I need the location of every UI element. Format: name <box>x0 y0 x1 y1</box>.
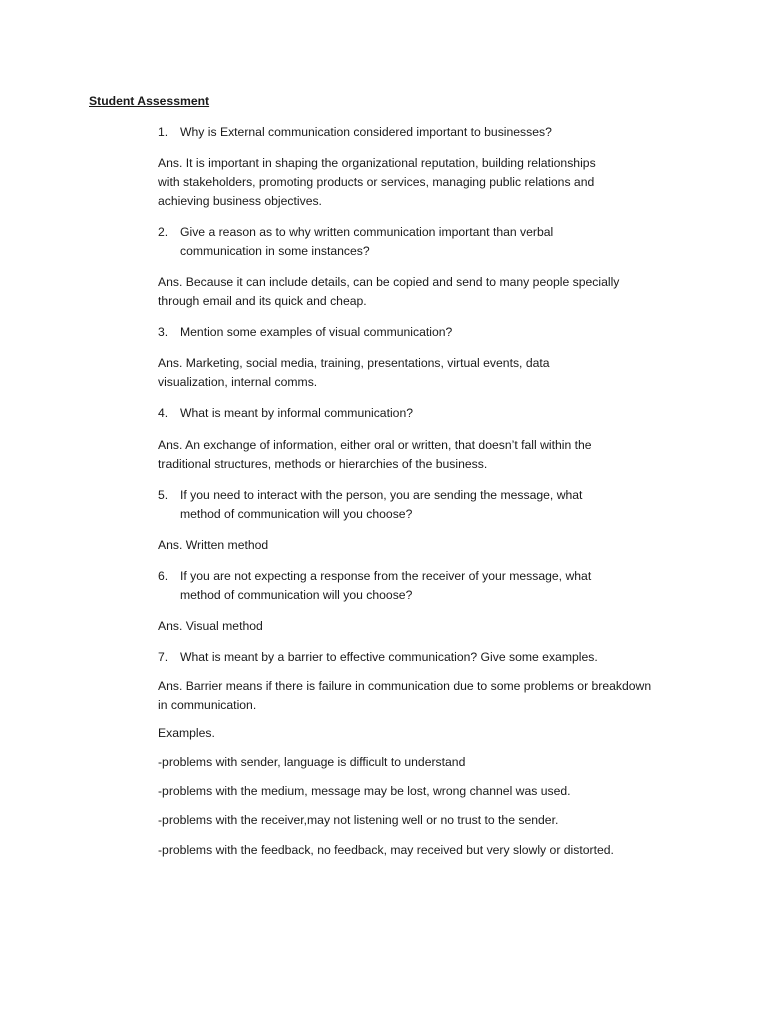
example-item: -problems with the medium, message may be lost, wrong channel was used. <box>158 784 571 798</box>
answer-line: through email and its quick and cheap. <box>158 294 367 308</box>
question-7 <box>158 648 688 667</box>
example-item: -problems with the receiver,may not listening well or no trust to the sender. <box>158 813 559 827</box>
answer-line: Ans. Barrier means if there is failure in communication due to some problems or breakdown <box>158 679 652 693</box>
answer-line: with stakeholders, promoting products or services, managing public relations and <box>158 175 595 189</box>
question-text: Mention some examples of visual communication? <box>180 325 453 339</box>
answer-line: Ans. Visual method <box>158 619 263 633</box>
question-1 <box>158 123 688 142</box>
answer-line: achieving business objectives. <box>158 194 322 208</box>
question-number: 5. <box>158 488 169 502</box>
question-6 <box>158 567 688 605</box>
answer-4 <box>158 436 688 474</box>
question-2 <box>158 223 688 261</box>
answer-5 <box>158 536 688 555</box>
answer-line: Ans. It is important in shaping the organizational reputation, building relationships <box>158 156 596 170</box>
question-text: method of communication will you choose? <box>180 507 413 521</box>
answer-line: in communication. <box>158 698 257 712</box>
answer-6 <box>158 617 688 636</box>
answer-7 <box>158 677 688 715</box>
question-text: method of communication will you choose? <box>180 588 413 602</box>
examples-label: Examples. <box>158 726 215 740</box>
example-item: -problems with sender, language is difficult to understand <box>158 755 466 769</box>
question-5 <box>158 486 688 524</box>
question-text: Give a reason as to why written communication important than verbal <box>180 225 554 239</box>
answer-line: Ans. An exchange of information, either oral or written, that doesn’t fall within the <box>158 438 592 452</box>
answer-1 <box>158 154 688 211</box>
answer-line: traditional structures, methods or hierarchies of the business. <box>158 457 488 471</box>
question-number: 2. <box>158 225 169 239</box>
question-number: 3. <box>158 325 169 339</box>
answer-line: Ans. Because it can include details, can be copied and send to many people specially <box>158 275 620 289</box>
question-number: 1. <box>158 125 169 139</box>
question-text: communication in some instances? <box>180 244 370 258</box>
question-text: Why is External communication considered important to businesses? <box>180 125 552 139</box>
question-text: If you are not expecting a response from the receiver of your message, what <box>180 569 592 583</box>
question-number: 6. <box>158 569 169 583</box>
page-title: Student Assessment <box>89 94 210 108</box>
question-text: What is meant by a barrier to effective communication? Give some examples. <box>180 650 598 664</box>
question-3 <box>158 323 688 342</box>
answer-2 <box>158 273 688 311</box>
example-item: -problems with the feedback, no feedback, may received but very slowly or distorted. <box>158 843 614 857</box>
question-number: 4. <box>158 406 169 420</box>
question-number: 7. <box>158 650 169 664</box>
answer-line: visualization, internal comms. <box>158 375 318 389</box>
question-text: If you need to interact with the person, you are sending the message, what <box>180 488 583 502</box>
answer-line: Ans. Written method <box>158 538 269 552</box>
answer-3 <box>158 354 688 392</box>
question-4 <box>158 404 688 423</box>
question-text: What is meant by informal communication? <box>180 406 414 420</box>
answer-line: Ans. Marketing, social media, training, presentations, virtual events, data <box>158 356 550 370</box>
